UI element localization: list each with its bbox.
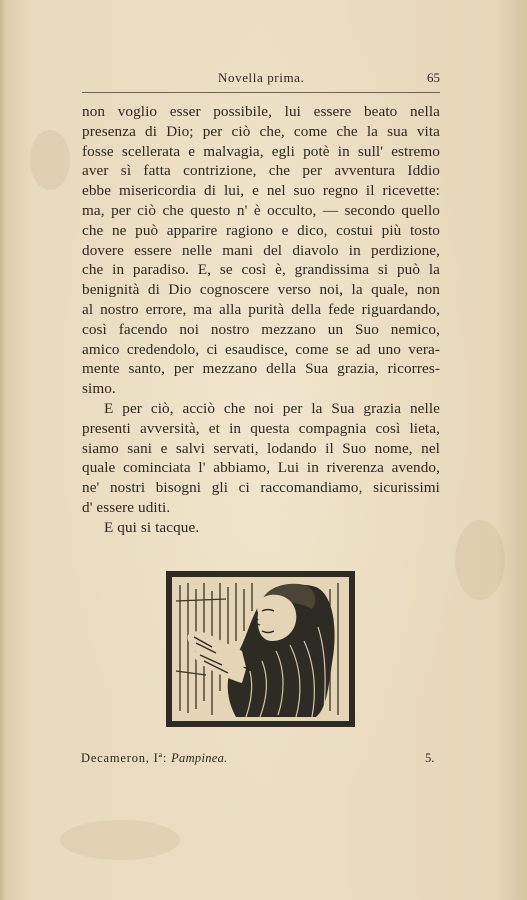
body-text: [82, 102, 440, 538]
text-line: fosse scellerata e malvagia, egli potè in sull' estremo: [82, 142, 440, 160]
text-line: presenza di Dio; per ciò che, come che la sua vita: [82, 122, 440, 140]
signature-mark: 5.: [425, 751, 435, 765]
page-number: 65: [427, 70, 440, 85]
text-line: che ne può apparire ragiono e dico, costui più tosto: [82, 221, 440, 239]
signature-title: Decameron, Iª:: [81, 751, 172, 765]
paper-stain: [60, 820, 180, 860]
text-line: quale cominciata l' abbiamo, Lui in riverenza avendo,: [82, 459, 440, 477]
woodcut-praying-friar-icon: [166, 571, 355, 727]
text-line: ebbe misericordia di lui, e nel suo regno il ricevette:: [82, 182, 440, 200]
text-line: ne' nostri bisogni gli ci raccomandiamo, sicurissimi: [82, 479, 440, 497]
text-line: così facendo noi nostro mezzano un Suo nemico,: [82, 320, 440, 338]
text-line: mente santo, per mezzano della Sua grazia, ricorres-: [82, 360, 440, 378]
text-line: che in paradiso. E, se così è, grandissima si può la: [82, 261, 440, 279]
page-gutter-shadow: [0, 0, 6, 900]
text-line: E per ciò, acciò che noi per la Sua grazia nelle: [104, 399, 440, 417]
paper-stain: [30, 130, 70, 190]
text-line: ma, per ciò che questo n' è occulto, — secondo quello: [82, 201, 440, 219]
page-header: [82, 70, 440, 93]
text-line: benignità di Dio cognoscere verso noi, la quale, non: [82, 281, 440, 299]
text-line: presenti avversità, et in questa compagnia così lieta,: [82, 419, 440, 437]
text-line: E qui si tacque.: [104, 518, 200, 536]
text-line: d' essere uditi.: [82, 498, 171, 516]
text-line: siamo sani e salvi servati, lodando il Suo nome, nel: [82, 439, 440, 457]
text-line: non voglio esser possibile, lui essere beato nella: [82, 103, 440, 120]
text-line: amico credendolo, ci esaudisce, come se ad uno vera-: [82, 340, 440, 358]
paper-stain: [455, 520, 505, 600]
text-line: simo.: [82, 380, 116, 398]
signature-name: Pampinea.: [171, 751, 228, 765]
running-title: Novella prima.: [218, 70, 305, 85]
text-line: aver sì fatta contrizione, che per avventura Iddio: [82, 162, 440, 180]
printer-signature: [81, 751, 228, 766]
text-line: dovere essere nelle mani del diavolo in perdizione,: [82, 241, 440, 259]
text-line: al nostro errore, ma alla purità della fede riguardando,: [82, 300, 440, 318]
